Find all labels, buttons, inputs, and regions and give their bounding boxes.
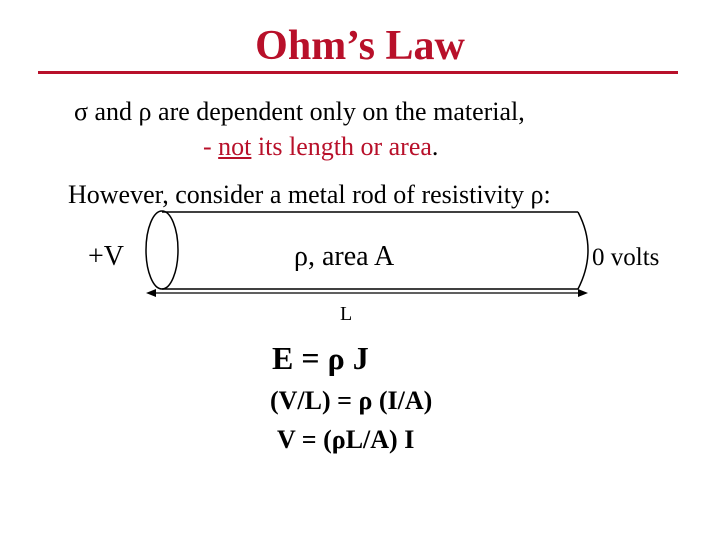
length-arrow-left (146, 289, 156, 297)
rod-intro-line: However, consider a metal rod of resistivity ρ: (68, 180, 551, 209)
positive-voltage-label: +V (88, 241, 125, 272)
slide-title: Ohm’s Law (255, 23, 465, 69)
subline-emphasis: not (218, 132, 252, 161)
rod-left-end (146, 211, 178, 289)
equation-ratio: (V/L) = ρ (I/A) (270, 386, 433, 415)
length-arrow-right (578, 289, 588, 297)
equation-voltage: V = (ρL/A) I (277, 425, 415, 454)
subline-period: . (431, 132, 439, 161)
subline-text: its length or area (251, 132, 432, 161)
subline-dash: - (203, 132, 219, 161)
rod-length-label: L (340, 303, 353, 325)
equation-field: E = ρ J (272, 340, 369, 376)
statement-line: σ and ρ are dependent only on the material, (74, 97, 525, 126)
rod-resistivity-area-label: ρ, area A (294, 241, 395, 272)
rod-right-end (578, 212, 588, 289)
zero-volts-label: 0 volts (592, 244, 660, 271)
